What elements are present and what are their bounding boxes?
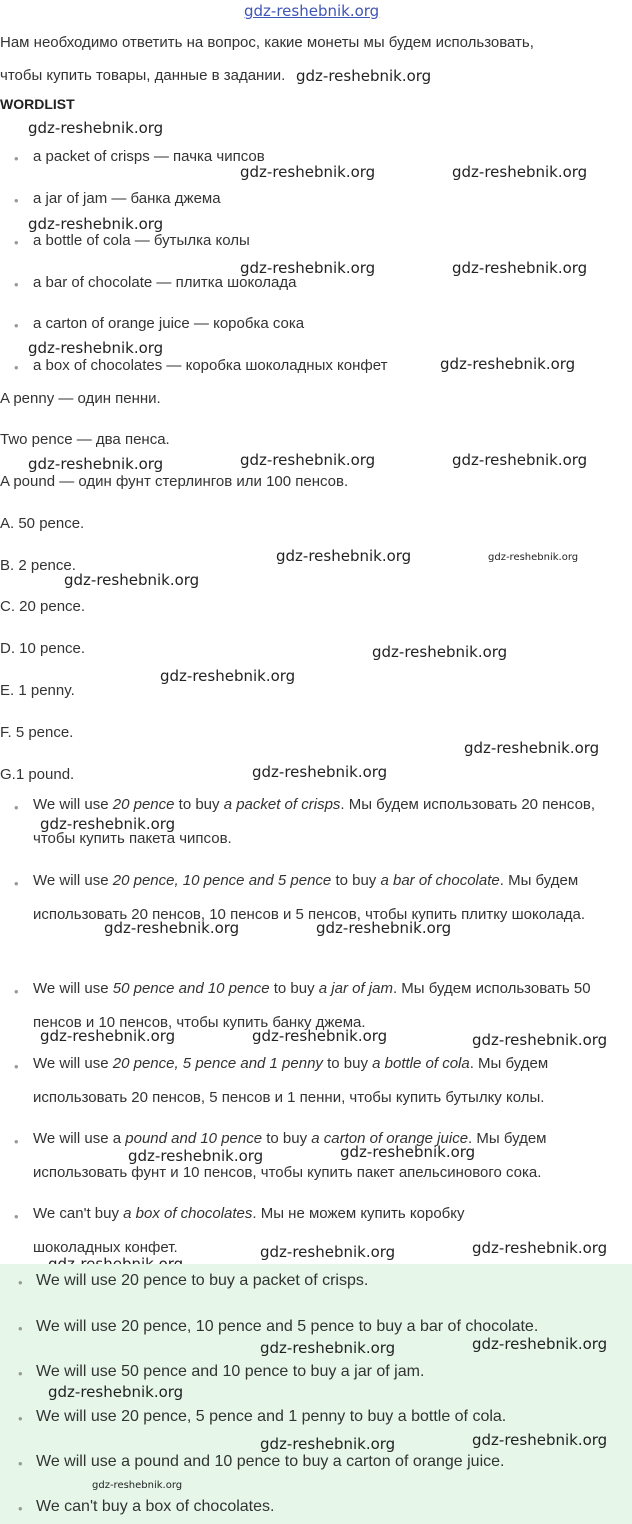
bullet-icon: •: [18, 1456, 23, 1471]
summary-item: We will use 20 pence to buy a packet of crisps.: [36, 1272, 369, 1289]
watermark: gdz-reshebnik.org: [260, 1243, 396, 1261]
coin-line: A pound — один фунт стерлингов или 100 пенсов.: [0, 473, 349, 490]
bullet-icon: •: [14, 235, 19, 250]
wordlist-item: a bar of chocolate — плитка шоколада: [33, 274, 297, 291]
answer-item: We can't buy a box of chocolates. Мы не можем купить коробку шоколадных конфет.: [33, 1205, 465, 1256]
watermark-small: gdz-reshebnik.org: [92, 1480, 183, 1491]
wordlist-item: a bottle of cola — бутылка колы: [33, 232, 250, 249]
summary-item: We can't buy a box of chocolates.: [36, 1498, 275, 1515]
option-e: E. 1 penny.: [0, 682, 75, 699]
watermark: gdz-reshebnik.org: [240, 163, 376, 181]
watermark: gdz-reshebnik.org: [28, 339, 164, 357]
watermark: gdz-reshebnik.org: [240, 259, 376, 277]
watermark: gdz-reshebnik.org: [472, 1031, 608, 1049]
answer-item: We will use 20 pence to buy a packet of crisps. Мы будем использовать 20 пенсов, чтобы купить пакета чипсов.: [33, 796, 596, 847]
watermark: gdz-reshebnik.org: [452, 163, 588, 181]
watermark: gdz-reshebnik.org: [372, 643, 508, 661]
summary-item: We will use 20 pence, 10 pence and 5 pence to buy a bar of chocolate.: [36, 1318, 539, 1335]
watermark: gdz-reshebnik.org: [252, 1027, 388, 1045]
answer-item: We will use 20 pence, 10 pence and 5 pence to buy a bar of chocolate. Мы будем использовать 20 пенсов, 10 пенсов и 5 пенсов, чтобы купить плитку шоколада.: [33, 872, 586, 923]
watermark: gdz-reshebnik.org: [128, 1147, 264, 1165]
bullet-icon: •: [14, 193, 19, 208]
answer-item: We will use 50 pence and 10 pence to buy a jar of jam. Мы будем использовать 50 пенсов и 10 пенсов, чтобы купить банку джема.: [33, 980, 591, 1031]
bullet-icon: •: [14, 151, 19, 166]
bullet-icon: •: [14, 277, 19, 292]
watermark: gdz-reshebnik.org: [260, 1435, 396, 1453]
option-d: D. 10 pence.: [0, 640, 86, 657]
answer-item: We will use 20 pence, 5 pence and 1 penny to buy a bottle of cola. Мы будем использовать 20 пенсов, 5 пенсов и 1 пенни, чтобы купить бутылку колы.: [33, 1055, 549, 1106]
watermark: gdz-reshebnik.org: [452, 259, 588, 277]
option-b: B. 2 pence.: [0, 557, 76, 574]
bullet-icon: •: [18, 1275, 23, 1290]
watermark: gdz-reshebnik.org: [276, 547, 412, 565]
wordlist-item: a packet of crisps — пачка чипсов: [33, 148, 265, 165]
bullet-icon: •: [14, 984, 19, 999]
watermark: gdz-reshebnik.org: [40, 815, 176, 833]
answer-item: We will use a pound and 10 pence to buy a carton of orange juice. Мы будем использовать фунт и 10 пенсов, чтобы купить пакет апельсинового сока.: [33, 1130, 547, 1181]
bullet-icon: •: [18, 1411, 23, 1426]
watermark: gdz-reshebnik.org: [64, 571, 200, 589]
watermark: gdz-reshebnik.org: [472, 1335, 608, 1353]
watermark: gdz-reshebnik.org: [260, 1339, 396, 1357]
coin-line: Two pence — два пенса.: [0, 431, 170, 448]
watermark: gdz-reshebnik.org: [48, 1383, 184, 1401]
bullet-icon: •: [14, 1134, 19, 1149]
watermark: gdz-reshebnik.org: [296, 67, 432, 85]
option-f: F. 5 pence.: [0, 724, 74, 741]
summary-item: We will use a pound and 10 pence to buy a carton of orange juice.: [36, 1453, 505, 1470]
bullet-icon: •: [18, 1366, 23, 1381]
bullet-icon: •: [14, 1059, 19, 1074]
watermark: gdz-reshebnik.org: [464, 739, 600, 757]
option-g: G.1 pound.: [0, 766, 75, 783]
watermark-small: gdz-reshebnik.org: [488, 552, 579, 563]
bullet-icon: •: [14, 318, 19, 333]
wordlist-title: WORDLIST: [0, 96, 75, 112]
bullet-icon: •: [14, 1209, 19, 1224]
wordlist-item: a carton of orange juice — коробка сока: [33, 315, 305, 332]
watermark: gdz-reshebnik.org: [472, 1431, 608, 1449]
option-c: C. 20 pence.: [0, 598, 86, 615]
watermark: gdz-reshebnik.org: [28, 455, 164, 473]
watermark: gdz-reshebnik.org: [40, 1027, 176, 1045]
bullet-icon: •: [14, 800, 19, 815]
summary-item: We will use 20 pence, 5 pence and 1 penny to buy a bottle of cola.: [36, 1408, 507, 1425]
watermark: gdz-reshebnik.org: [28, 119, 164, 137]
option-a: A. 50 pence.: [0, 515, 85, 532]
watermark: gdz-reshebnik.org: [240, 451, 376, 469]
watermark: gdz-reshebnik.org: [472, 1239, 608, 1257]
bullet-icon: •: [14, 876, 19, 891]
watermark: gdz-reshebnik.org: [340, 1143, 476, 1161]
bullet-icon: •: [14, 360, 19, 375]
watermark: gdz-reshebnik.org: [28, 215, 164, 233]
watermark: gdz-reshebnik.org: [252, 763, 388, 781]
watermark: gdz-reshebnik.org: [316, 919, 452, 937]
watermark: gdz-reshebnik.org: [104, 919, 240, 937]
coin-line: A penny — один пенни.: [0, 390, 161, 407]
watermark-top: gdz-reshebnik.org: [244, 2, 380, 20]
intro-line-1: Нам необходимо ответить на вопрос, какие монеты мы будем использовать,: [0, 34, 534, 51]
intro-line-2: чтобы купить товары, данные в задании.: [0, 67, 286, 84]
bullet-icon: •: [18, 1321, 23, 1336]
watermark: gdz-reshebnik.org: [452, 451, 588, 469]
wordlist-item: a box of chocolates — коробка шоколадных конфет: [33, 357, 388, 374]
bullet-icon: •: [18, 1501, 23, 1516]
summary-item: We will use 50 pence and 10 pence to buy a jar of jam.: [36, 1363, 425, 1380]
watermark: gdz-reshebnik.org: [440, 355, 576, 373]
wordlist-item: a jar of jam — банка джема: [33, 190, 221, 207]
watermark: gdz-reshebnik.org: [160, 667, 296, 685]
